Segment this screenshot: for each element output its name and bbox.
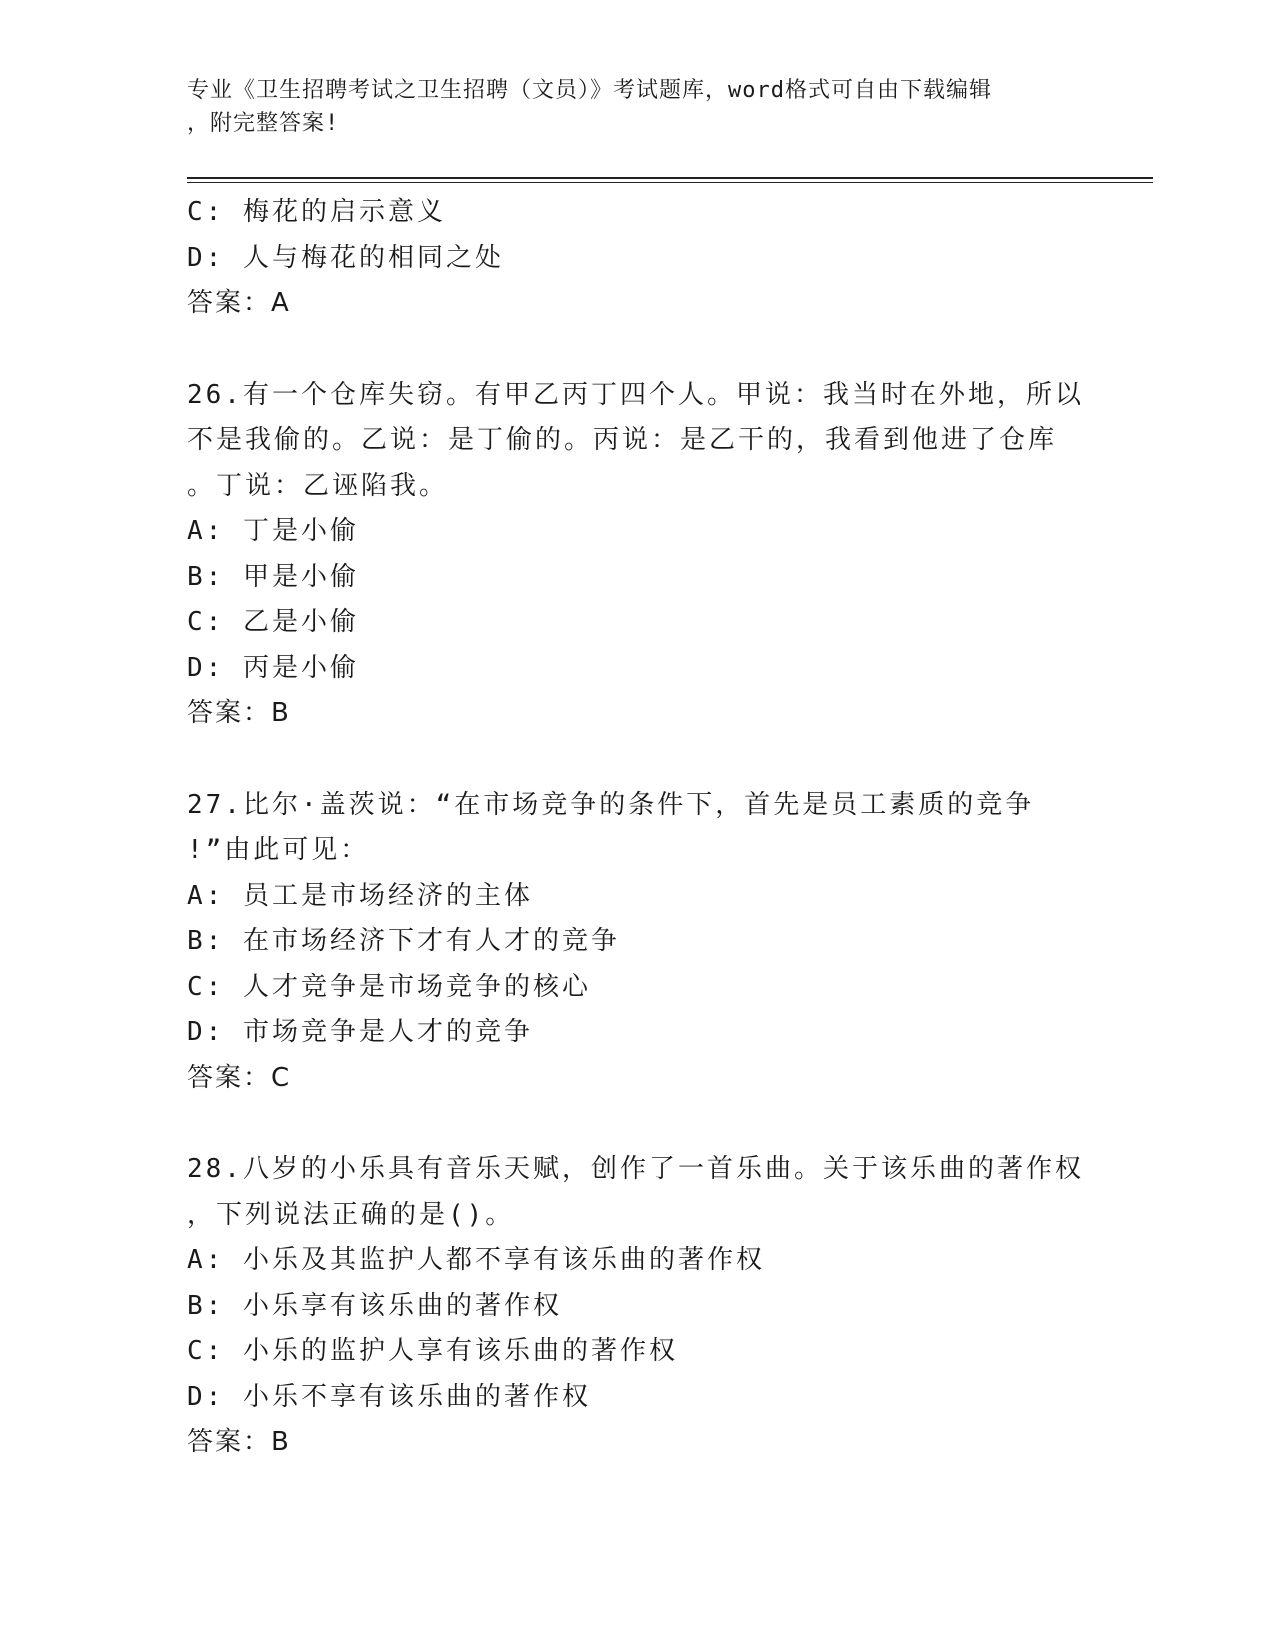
- header-divider-thin: [187, 182, 1153, 183]
- option-b: B: 小乐享有该乐曲的著作权: [187, 1290, 562, 1321]
- option-d: D: 市场竞争是人才的竞争: [187, 1017, 533, 1047]
- header-divider-thick: [187, 177, 1153, 179]
- option-d: D: 丙是小偷: [187, 652, 359, 683]
- header-line-1: 专业《卫生招聘考试之卫生招聘（文员）》考试题库，word格式可自由下载编辑: [187, 78, 992, 103]
- option-d: D: 小乐不享有该乐曲的著作权: [187, 1381, 591, 1412]
- option-d: D: 人与梅花的相同之处: [187, 242, 504, 273]
- answer: 答案：B: [187, 698, 291, 728]
- option-c: C: 梅花的启示意义: [187, 197, 446, 227]
- question-27: [187, 783, 1087, 1102]
- question-26: [187, 373, 1087, 737]
- question-stem-line: ，下列说法正确的是()。: [187, 1199, 515, 1230]
- document-header: [187, 74, 1067, 140]
- previous-question-tail: [187, 190, 1087, 327]
- option-b: B: 甲是小偷: [187, 561, 359, 592]
- question-stem-line: 不是我偷的。乙说：是丁偷的。丙说：是乙干的，我看到他进了仓库: [187, 425, 1058, 455]
- question-list: [187, 190, 1087, 1466]
- option-a: A: 员工是市场经济的主体: [187, 880, 533, 911]
- question-stem-line: 27.比尔·盖茨说：“在市场竞争的条件下，首先是员工素质的竞争: [187, 789, 1035, 820]
- header-line-2: ，附完整答案!: [187, 111, 340, 136]
- answer: 答案：B: [187, 1427, 291, 1457]
- question-stem-line: !”由此可见：: [187, 835, 370, 865]
- option-c: C: 乙是小偷: [187, 607, 359, 637]
- question-stem-line: 。丁说：乙诬陷我。: [187, 470, 449, 501]
- option-a: A: 小乐及其监护人都不享有该乐曲的著作权: [187, 1245, 765, 1275]
- question-28: [187, 1147, 1087, 1466]
- question-stem-line: 28.八岁的小乐具有音乐天赋，创作了一首乐曲。关于该乐曲的著作权: [187, 1154, 1084, 1184]
- question-spacer: [187, 327, 1087, 373]
- option-a: A: 丁是小偷: [187, 516, 359, 546]
- answer: 答案：A: [187, 288, 291, 318]
- option-c: C: 人才竞争是市场竞争的核心: [187, 971, 591, 1002]
- question-spacer: [187, 1101, 1087, 1147]
- question-stem-line: 26.有一个仓库失窃。有甲乙丙丁四个人。甲说：我当时在外地，所以: [187, 379, 1084, 410]
- answer: 答案：C: [187, 1062, 292, 1093]
- option-c: C: 小乐的监护人享有该乐曲的著作权: [187, 1336, 678, 1366]
- question-spacer: [187, 737, 1087, 783]
- option-b: B: 在市场经济下才有人才的竞争: [187, 926, 620, 956]
